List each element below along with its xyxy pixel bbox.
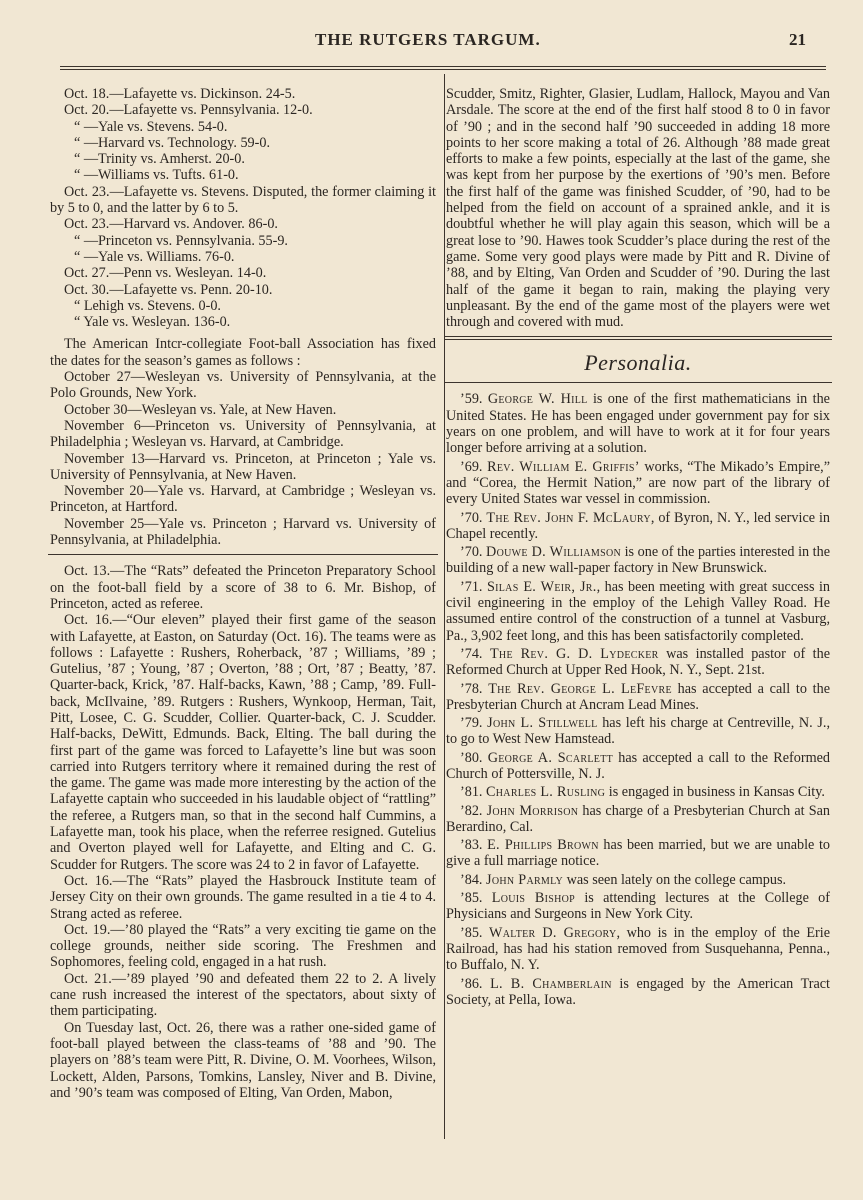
class-year: ’74. xyxy=(460,645,490,662)
person-name: George W. Hill xyxy=(487,391,588,408)
result-line: “ Yale vs. Wesleyan. 136-0. xyxy=(74,314,231,331)
personal-entry xyxy=(446,715,830,748)
class-year: ’80. xyxy=(460,749,488,766)
result-line: “ Lehigh vs. Stevens. 0-0. xyxy=(74,297,221,314)
report-continuation: Scudder, Smitz, Righter, Glasier, Ludlam, Hallock, Mayou and Van Arsdale. The score at the end of the first half stood 8 to 0 in favor of ’90 ; and in the second half ’90 succeeded in adding 18 more points to her score making a total of 26. Although ’88 made great efforts to make a few points, especially at the last of the game, she was kept from her purpose by the exertions of ’90’s men. Before the first half of the game was finished Scudder, of ’90, had to be helped from the field on account of a sprained ankle, and it is doubtful whether he will play again this season, which will be a great lose to ’90. Hawes took Scudder’s place during the rest of the game. Some very good plays were made by Pitt and R. Divine of ’88, and by Elting, Van Orden and Scudder of ’90. During the last half of the game it began to rain, making the playing very unpleasant. By the end of the game most of the players were wet through and covered with mud. xyxy=(446,86,830,331)
result-line: “ —Yale vs. Stevens. 54-0. xyxy=(74,118,228,135)
date-entry: October 27—Wesleyan vs. University of Pennsylvania, at the Polo Grounds, New York. xyxy=(50,369,436,402)
class-year: ’70. xyxy=(460,509,487,526)
person-name: John Parmly xyxy=(486,871,564,888)
result-line: “ —Williams vs. Tufts. 61-0. xyxy=(74,167,239,184)
entry-text: , has been meeting with great success in civil engineering in the employ of the Lehigh Valley Road. He assumed entire control of the construction of a tunnel at Vasburg, Pa., 3,902 feet long, and this has been satisfactorily completed. xyxy=(446,578,830,644)
class-year: ’70. xyxy=(460,544,487,561)
entry-text: has accepted a call to the Reformed Church of Pottersville, N. J. xyxy=(446,749,830,782)
person-name: L. B. Chamberlain xyxy=(490,975,612,992)
person-name: Walter D. Gregory xyxy=(489,924,617,941)
column-divider xyxy=(444,74,445,1139)
date-entry: November 25—Yale vs. Princeton ; Harvard vs. University of Pennsylvania, at Philadelphia. xyxy=(50,515,436,549)
section-title: Personalia. xyxy=(584,350,692,376)
result-line: “ —Princeton vs. Pennsylvania. 55-9. xyxy=(74,232,288,249)
result-line: “ —Trinity vs. Amherst. 20-0. xyxy=(74,151,245,168)
results-list xyxy=(50,86,436,330)
personal-entry xyxy=(446,872,830,888)
section-rule xyxy=(48,554,438,555)
entry-text: was seen lately on the college campus. xyxy=(563,871,787,888)
class-year: ’69. xyxy=(460,458,488,475)
header-rule xyxy=(60,66,826,70)
class-year: ’85. xyxy=(460,924,490,941)
report-paragraph: Oct. 13.—The “Rats” defeated the Princeton Preparatory School on the foot-ball field by a score of 38 to 6. Mr. Bishop, of Princeton, acted as referee. xyxy=(50,563,436,612)
person-name: The Rev. G. D. Lydecker xyxy=(489,645,659,662)
personal-entry xyxy=(446,391,830,456)
section-rule xyxy=(444,382,832,383)
class-year: ’85. xyxy=(460,890,492,907)
entry-text: is engaged by the American Tract Society, at Pella, Iowa. xyxy=(446,975,831,1008)
personal-entry xyxy=(446,510,830,543)
personal-entry xyxy=(446,646,830,679)
report-paragraph: Oct. 19.—’80 played the “Rats” a very exciting tie game on the college grounds, neither side scoring. The Freshmen and Sophomores, feeling cold, engaged in a hat rush. xyxy=(50,921,436,971)
report-paragraph: Oct. 21.—’89 played ’90 and defeated them 22 to 2. A lively cane rush increased the interest of the spectators, about sixty of them participating. xyxy=(50,970,436,1020)
personal-entry xyxy=(446,925,830,974)
association-dates xyxy=(50,369,436,548)
person-name: Douwe D. Williamson xyxy=(486,544,622,561)
personal-entry xyxy=(446,837,830,870)
personal-entry xyxy=(446,803,830,836)
person-name: E. Phillips Brown xyxy=(487,837,599,854)
class-year: ’79. xyxy=(460,715,488,732)
result-line: Oct. 23.—Lafayette vs. Stevens. Disputed, the former claiming it by 5 to 0, and the latter by 6 to 5. xyxy=(50,183,436,217)
person-name: John L. Stillwell xyxy=(487,715,598,732)
entry-text: has accepted a call to the Presbyterian Church at Ancram Lead Mines. xyxy=(446,680,830,713)
person-name: Louis Bishop xyxy=(491,890,576,907)
class-year: ’81. xyxy=(460,784,487,801)
entry-text: has been married, but we are unable to give a full marriage notice. xyxy=(446,837,830,870)
class-year: ’59. xyxy=(460,391,488,408)
class-year: ’82. xyxy=(460,802,487,819)
personal-entry xyxy=(446,544,830,577)
date-entry: November 20—Yale vs. Harvard, at Cambridge ; Wesleyan vs. Princeton, at Hartford. xyxy=(50,483,436,516)
entry-text: is engaged in business in Kansas City. xyxy=(605,784,825,801)
result-line: Oct. 30.—Lafayette vs. Penn. 20-10. xyxy=(64,281,273,298)
person-name: The Rev. John F. McLaury xyxy=(486,509,651,526)
result-line: Oct. 27.—Penn vs. Wesleyan. 14-0. xyxy=(64,265,267,282)
entry-text: , who is in the employ of the Erie Railroad, has had his station removed from Susquehanna, Penna., to Buffalo, N. Y. xyxy=(446,924,830,974)
personal-entry xyxy=(446,890,830,923)
result-line: Oct. 18.—Lafayette vs. Dickinson. 24-5. xyxy=(64,86,296,102)
entry-text: is one of the first mathematicians in the United States. He has been engaged under government pay for six years on one problem, and will have to work at it for four years longer before arriving at a solution. xyxy=(446,391,830,457)
person-name: John Morrison xyxy=(486,802,579,819)
result-line: Oct. 23.—Harvard vs. Andover. 86-0. xyxy=(64,216,278,233)
report-paragraph: On Tuesday last, Oct. 26, there was a rather one-sided game of foot-ball played between the class-teams of ’88 and ’90. The players on ’88’s team were Pitt, R. Divine, O. M. Voorhees, Wilson, Lockett, Alden, Parsons, Tomkins, Lansley, Niver and B. Divine, and ’90’s team was composed of Elting, Van Orden, Mabon, xyxy=(50,1019,436,1101)
personal-entry xyxy=(446,750,830,783)
section-rule xyxy=(444,336,832,340)
class-year: ’86. xyxy=(460,975,491,992)
personal-entry xyxy=(446,459,830,508)
report-paragraph: Oct. 16.—“Our eleven” played their first game of the season with Lafayette, at Easton, on Saturday (Oct. 16). The teams were as follows : Lafayette : Rushers, Roherback, ’87 ; Williams, ’89 ; Gutelius, ’87 ; Young, ’87 ; Overton, ’88 ; Ort, ’87 ; Beatty, ’87. Quarter-back, Krick, ’87. Half-backs, Kawn, ’88 ; Camp, ’89. Full-back, McIlvaine, ’89. Rutgers : Rushers, Wynkoop, Herman, Tait, Pitt, Losee, C. G. Scudder, Collier. Quarter-back, C. J. Scudder. Half-backs, DeWitt, Edmunds. Back, Elting. The ball during the first part of the game was forced to Lafayette’s line but was soon carried into Rutgers territory where it remained during the rest of the game. The game was made more interesting by the action of the Lafayette captain who succeeded in his laudable object of “rattling” the referee, a Rutgers man, so that in the second half Cummins, a Lafayette man, took his place, when the referree resigned. Gutelius and Overton played well for Lafayette, and Elting and C. G. Scudder for Rutgers. The score was 24 to 2 in favor of Lafayette. xyxy=(50,612,436,873)
game-reports xyxy=(50,563,436,1101)
person-name: Silas E. Weir, Jr. xyxy=(486,578,597,595)
person-name: The Rev. George L. LeFevre xyxy=(488,680,672,697)
personal-entry xyxy=(446,681,830,714)
class-year: ’71. xyxy=(460,578,487,595)
result-line: Oct. 20.—Lafayette vs. Pennsylvania. 12-0. xyxy=(64,102,313,119)
person-name: George A. Scarlett xyxy=(487,749,614,766)
person-name: Rev. William E. Griffis’ xyxy=(487,458,640,475)
class-year: ’83. xyxy=(460,837,488,854)
date-entry: November 13—Harvard vs. Princeton, at Princeton ; Yale vs. University of Pennsylvania, at New Haven. xyxy=(50,450,436,483)
page-header xyxy=(0,30,863,54)
date-entry: October 30—Wesleyan vs. Yale, at New Haven. xyxy=(64,401,337,418)
entry-text: is attending lectures at the College of Physicians and Surgeons in New York City. xyxy=(446,890,830,923)
personal-entry xyxy=(446,579,830,644)
result-line: “ —Yale vs. Williams. 76-0. xyxy=(74,248,235,265)
date-entry: November 6—Princeton vs. University of Pennsylvania, at Philadelphia ; Wesleyan vs. Harvard, at Cambridge. xyxy=(50,417,436,451)
publication-title: THE RUTGERS TARGUM. xyxy=(315,30,541,49)
association-intro: The American Intcr-collegiate Foot-ball Association has fixed the dates for the season’s games as follows : xyxy=(50,336,436,369)
page-number: 21 xyxy=(789,30,806,49)
left-column xyxy=(50,86,436,1101)
personals-list xyxy=(446,391,830,1008)
class-year: ’78. xyxy=(460,680,489,697)
entry-text: is one of the parties interested in the building of a new wall-paper factory in New Brunswick. xyxy=(446,544,830,577)
personal-entry xyxy=(446,784,830,800)
entry-text: has charge of a Presbyterian Church at San Berardino, Cal. xyxy=(446,802,830,835)
result-line: “ —Harvard vs. Technology. 59-0. xyxy=(74,134,271,151)
right-column xyxy=(446,86,830,1010)
class-year: ’84. xyxy=(460,871,487,888)
entry-text: was installed pastor of the Reformed Church at Upper Red Hook, N. Y., Sept. 21st. xyxy=(446,645,830,679)
person-name: Charles L. Rusling xyxy=(486,784,606,801)
entry-text: works, “The Mikado’s Empire,” and “Corea, the Hermit Nation,” are now part of the library of every United States war vessel in commission. xyxy=(446,458,830,508)
entry-text: has left his charge at Centreville, N. J., to go to West New Hamstead. xyxy=(446,715,830,748)
personal-entry xyxy=(446,976,830,1009)
entry-text: , of Byron, N. Y., led service in Chapel recently. xyxy=(446,509,830,542)
report-paragraph: Oct. 16.—The “Rats” played the Hasbrouck Institute team of Jersey City on their own grounds. The game resulted in a tie 4 to 4. Strang acted as referee. xyxy=(50,872,436,922)
